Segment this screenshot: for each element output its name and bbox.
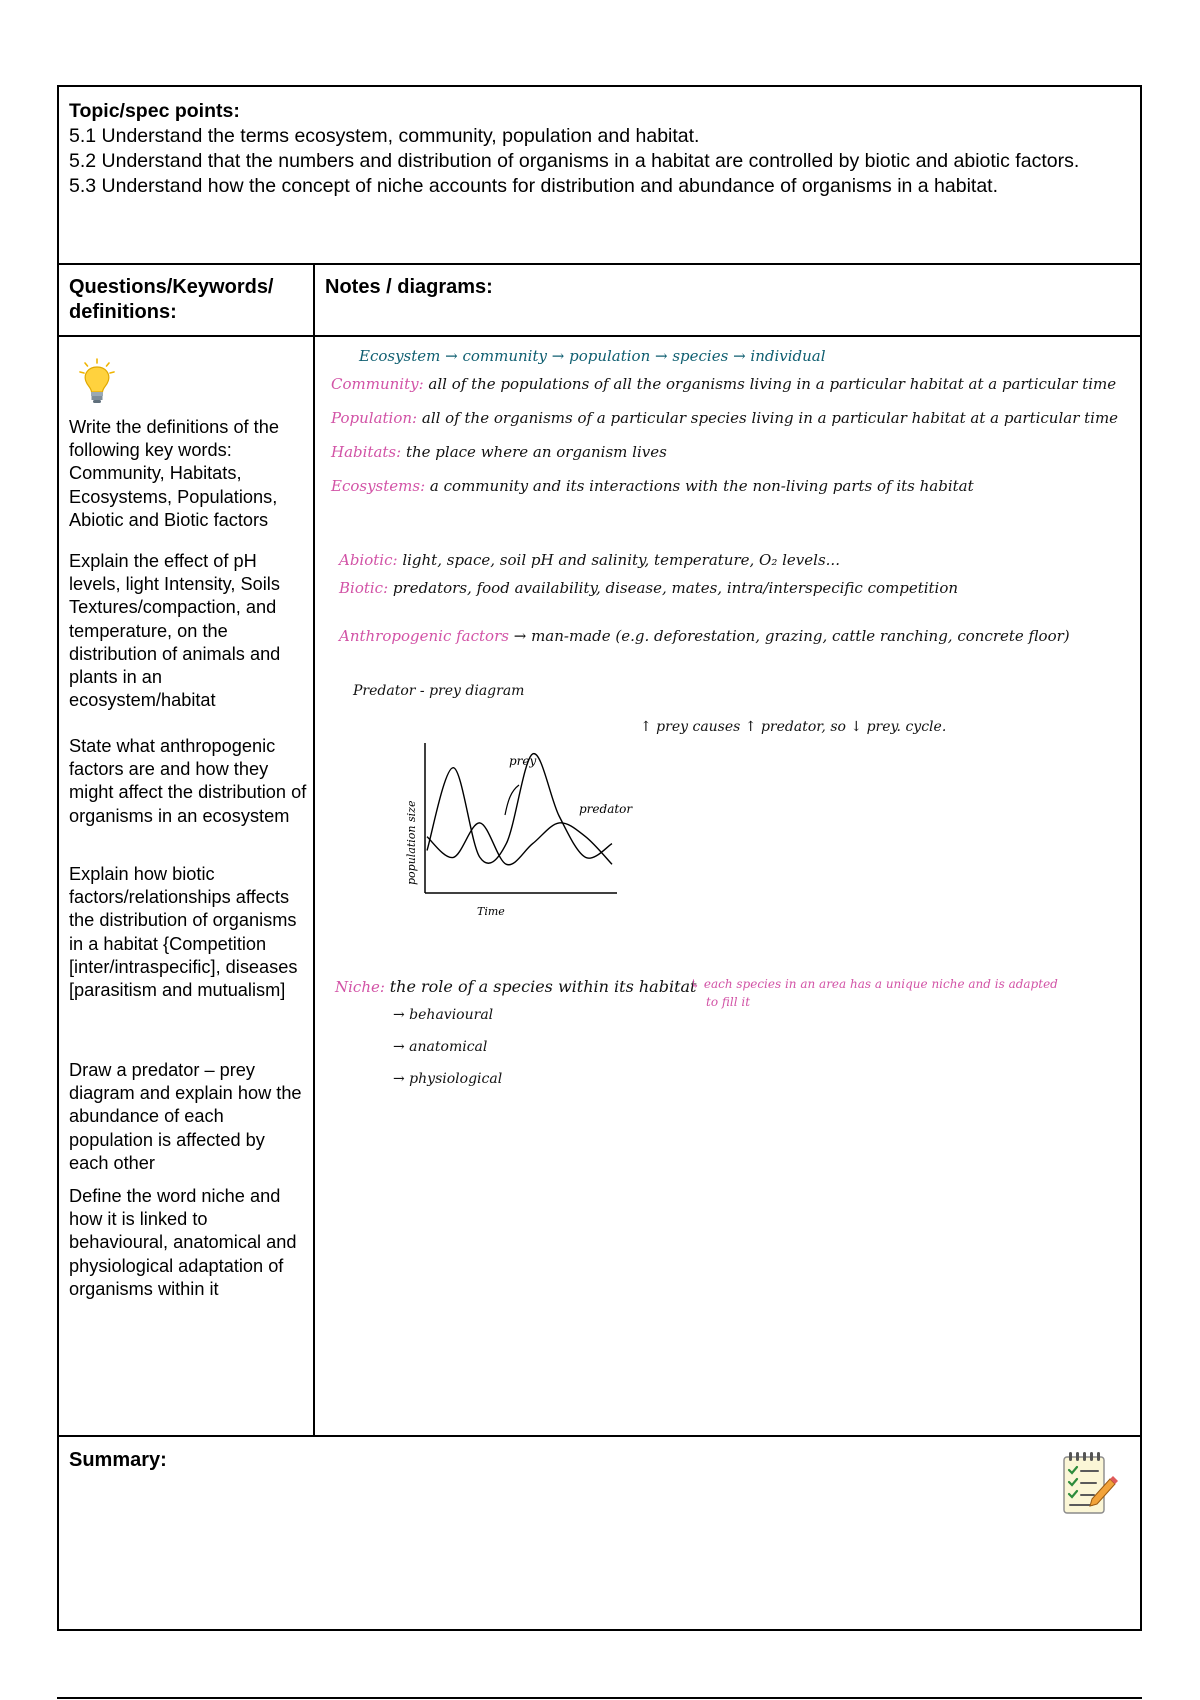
niche-note [335, 977, 696, 996]
summary-section [59, 1437, 1140, 1629]
definition-term: Community: [331, 375, 424, 393]
spec-point: 5.3 Understand how the concept of niche accounts for distribution and abundance of organisms in a habitat. [69, 175, 999, 197]
summary-heading: Summary: [69, 1449, 167, 1471]
cornell-notes-sheet [57, 85, 1142, 1631]
checklist-notepad-icon [1058, 1449, 1118, 1519]
definition-term: Ecosystems: [331, 477, 426, 495]
question-item: State what anthropogenic factors are and how they might affect the distribution of organisms in an ecosystem [69, 736, 307, 826]
predator-prey-chart [387, 725, 647, 935]
niche-side-note: ↳ each species in an area has a unique niche and is adapted [690, 977, 1058, 991]
notes-column [315, 337, 1140, 1437]
predator-series-line [427, 823, 612, 865]
factor-term: Biotic: [339, 579, 389, 597]
definition-note [331, 375, 1116, 393]
hierarchy-note: Ecosystem → community → population → species → individual [359, 347, 826, 365]
factor-note [339, 579, 958, 597]
question-item: Draw a predator – prey diagram and explain how the abundance of each population is affected by each other [69, 1060, 302, 1173]
definition-text: all of the populations of all the organisms living in a particular habitat at a particular time [428, 375, 1117, 393]
niche-type: → behavioural [393, 1007, 494, 1023]
notes-header: Notes / diagrams: [315, 265, 1140, 337]
niche-type: → anatomical [393, 1039, 488, 1055]
lightbulb-icon [77, 357, 117, 407]
y-axis-label: population size [405, 800, 418, 885]
niche-type: → physiological [393, 1071, 503, 1087]
diagram-title: Predator - prey diagram [353, 683, 525, 699]
definition-note [331, 409, 1118, 427]
definition-text: all of the organisms of a particular species living in a particular habitat at a particular time [421, 409, 1119, 427]
anthropogenic-note [339, 627, 1070, 645]
questions-column [59, 337, 315, 1437]
bottom-rule [57, 1697, 1142, 1699]
niche-side-note: to fill it [706, 995, 751, 1009]
anthropogenic-text: → man-made (e.g. deforestation, grazing, cattle ranching, concrete floor) [513, 627, 1070, 645]
question-item: Explain the effect of pH levels, light Intensity, Soils Textures/compaction, and temperature, on the distribution of animals and plants in an ecosystem/habitat [69, 551, 281, 711]
factor-text: predators, food availability, disease, mates, intra/interspecific competition [392, 579, 959, 597]
definition-note [331, 477, 974, 495]
definition-term: Habitats: [331, 443, 402, 461]
topic-section [59, 87, 1140, 265]
definition-text: the place where an organism lives [405, 443, 667, 461]
predator-series-label: predator [579, 802, 633, 816]
prey-arrow [505, 785, 519, 815]
question-item: Explain how biotic factors/relationships affects the distribution of organisms in a habitat {Competition [inter/intraspecific], diseases [parasitism and mutualism] [69, 864, 298, 1001]
question-item: Define the word niche and how it is linked to behavioural, anatomical and physiological adaptation of organisms within it [69, 1186, 297, 1299]
questions-header: Questions/Keywords/ definitions: [59, 265, 315, 337]
cycle-note: ↑ prey causes ↑ predator, so ↓ prey. cycle. [640, 719, 947, 735]
x-axis-label: Time [477, 905, 505, 918]
factor-note [339, 551, 840, 569]
definition-term: Population: [331, 409, 418, 427]
niche-term: Niche: [335, 978, 385, 996]
niche-text: the role of a species within its habitat [389, 977, 697, 996]
definition-text: a community and its interactions with the non-living parts of its habitat [429, 477, 974, 495]
factor-text: light, space, soil pH and salinity, temperature, O₂ levels... [402, 551, 840, 569]
definition-note [331, 443, 667, 461]
factor-term: Abiotic: [339, 551, 398, 569]
anthropogenic-term: Anthropogenic factors [339, 627, 509, 645]
spec-point: 5.1 Understand the terms ecosystem, community, population and habitat. [69, 125, 700, 147]
prey-series-label: prey [509, 754, 537, 768]
topic-heading: Topic/spec points: [69, 100, 240, 122]
question-item: Write the definitions of the following key words: Community, Habitats, Ecosystems, Populations, Abiotic and Biotic factors [69, 417, 279, 530]
spec-point: 5.2 Understand that the numbers and distribution of organisms in a habitat are controlled by biotic and abiotic factors. [69, 150, 1080, 172]
